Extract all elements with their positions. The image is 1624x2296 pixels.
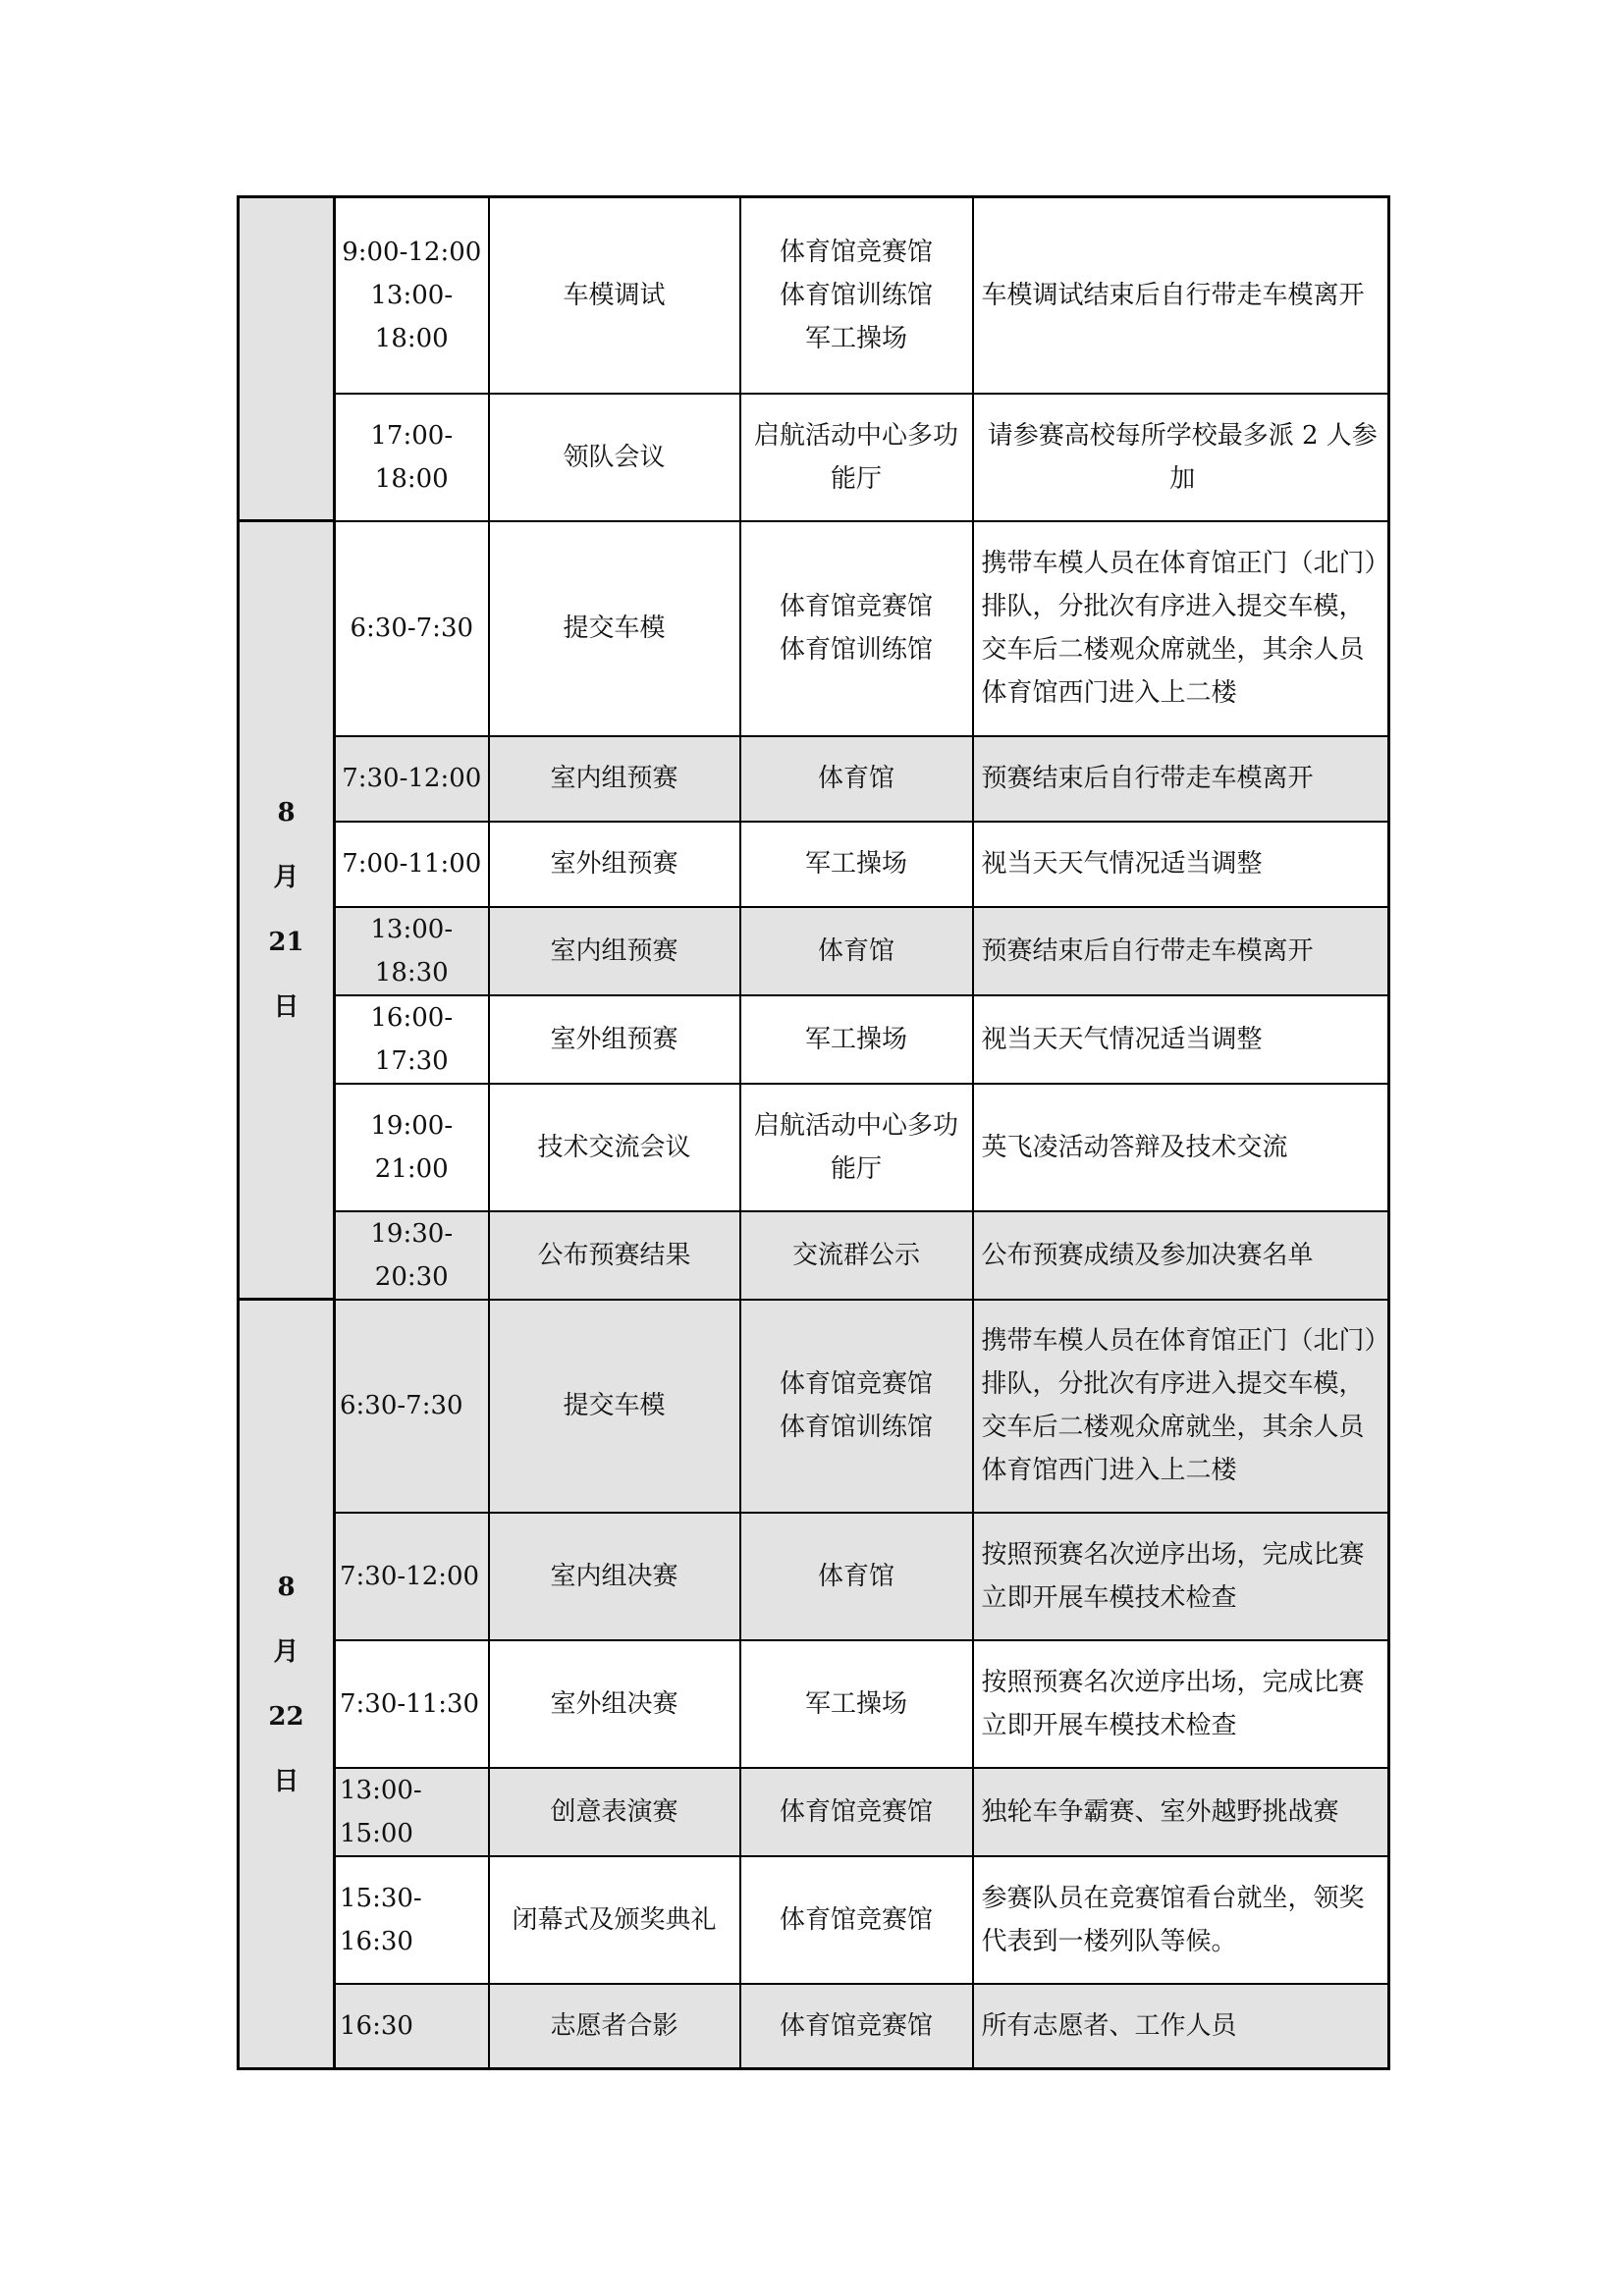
date-month: 8 bbox=[277, 1572, 296, 1602]
location-cell: 体育馆 bbox=[740, 1513, 973, 1640]
activity-cell: 创意表演赛 bbox=[489, 1768, 740, 1856]
location-line: 军工操场 bbox=[804, 323, 907, 353]
activity-cell: 领队会议 bbox=[489, 394, 740, 521]
location-cell bbox=[740, 197, 973, 394]
location-line: 体育馆训练馆 bbox=[779, 280, 933, 310]
activity-cell: 室外组预赛 bbox=[489, 822, 740, 907]
activity-cell: 室内组预赛 bbox=[489, 736, 740, 822]
location-line: 体育馆竞赛馆 bbox=[779, 1369, 933, 1399]
table-row bbox=[239, 1300, 1389, 1513]
table-row bbox=[239, 1856, 1389, 1984]
location-cell: 军工操场 bbox=[740, 995, 973, 1084]
time-cell: 13:00-18:30 bbox=[335, 907, 489, 995]
table-row bbox=[239, 1768, 1389, 1856]
location-cell: 启航活动中心多功能厅 bbox=[740, 394, 973, 521]
date-cell-aug-22 bbox=[239, 1300, 335, 2069]
note-cell: 视当天天气情况适当调整 bbox=[973, 995, 1389, 1084]
activity-cell: 公布预赛结果 bbox=[489, 1211, 740, 1300]
time-cell bbox=[335, 197, 489, 394]
note-cell: 预赛结束后自行带走车模离开 bbox=[973, 907, 1389, 995]
table-row bbox=[239, 736, 1389, 822]
time-cell: 19:30-20:30 bbox=[335, 1211, 489, 1300]
time-cell: 15:30-16:30 bbox=[335, 1856, 489, 1984]
schedule-table bbox=[237, 195, 1390, 2070]
time-cell: 6:30-7:30 bbox=[335, 1300, 489, 1513]
date-cell-previous-day bbox=[239, 197, 335, 521]
note-cell: 预赛结束后自行带走车模离开 bbox=[973, 736, 1389, 822]
location-cell: 体育馆竞赛馆 bbox=[740, 1984, 973, 2069]
note-cell: 参赛队员在竞赛馆看台就坐，领奖代表到一楼列队等候。 bbox=[973, 1856, 1389, 1984]
note-cell: 独轮车争霸赛、室外越野挑战赛 bbox=[973, 1768, 1389, 1856]
note-cell: 携带车模人员在体育馆正门（北门）排队，分批次有序进入提交车模，交车后二楼观众席就坐，其余人员体育馆西门进入上二楼 bbox=[973, 521, 1389, 736]
activity-cell: 室内组决赛 bbox=[489, 1513, 740, 1640]
time-cell: 7:30-11:30 bbox=[335, 1640, 489, 1768]
date-day: 21 bbox=[268, 928, 304, 957]
time-cell: 16:30 bbox=[335, 1984, 489, 2069]
table-row bbox=[239, 1984, 1389, 2069]
note-cell: 公布预赛成绩及参加决赛名单 bbox=[973, 1211, 1389, 1300]
time-cell: 7:30-12:00 bbox=[335, 1513, 489, 1640]
activity-cell: 技术交流会议 bbox=[489, 1084, 740, 1211]
note-cell: 按照预赛名次逆序出场，完成比赛立即开展车模技术检查 bbox=[973, 1640, 1389, 1768]
activity-cell: 室外组预赛 bbox=[489, 995, 740, 1084]
time-cell: 17:00-18:00 bbox=[335, 394, 489, 521]
location-cell: 交流群公示 bbox=[740, 1211, 973, 1300]
location-cell: 体育馆竞赛馆 bbox=[740, 1768, 973, 1856]
location-cell: 军工操场 bbox=[740, 1640, 973, 1768]
time-cell: 19:00-21:00 bbox=[335, 1084, 489, 1211]
location-line: 体育馆竞赛馆 bbox=[779, 592, 933, 621]
table-row bbox=[239, 521, 1389, 736]
activity-cell: 闭幕式及颁奖典礼 bbox=[489, 1856, 740, 1984]
date-day-char: 日 bbox=[273, 1766, 299, 1796]
date-month: 8 bbox=[277, 798, 296, 828]
note-cell: 所有志愿者、工作人员 bbox=[973, 1984, 1389, 2069]
table-row bbox=[239, 394, 1389, 521]
table-row bbox=[239, 822, 1389, 907]
location-cell bbox=[740, 1300, 973, 1513]
location-cell: 体育馆竞赛馆 bbox=[740, 1856, 973, 1984]
note-cell: 英飞凌活动答辩及技术交流 bbox=[973, 1084, 1389, 1211]
time-cell: 7:30-12:00 bbox=[335, 736, 489, 822]
location-line: 体育馆竞赛馆 bbox=[779, 237, 933, 267]
time-cell: 6:30-7:30 bbox=[335, 521, 489, 736]
time-end: 13:00-18:00 bbox=[370, 280, 454, 353]
activity-cell: 室内组预赛 bbox=[489, 907, 740, 995]
location-cell: 体育馆 bbox=[740, 736, 973, 822]
time-cell: 7:00-11:00 bbox=[335, 822, 489, 907]
location-cell: 军工操场 bbox=[740, 822, 973, 907]
date-day: 22 bbox=[268, 1701, 304, 1732]
activity-cell: 志愿者合影 bbox=[489, 1984, 740, 2069]
table-row bbox=[239, 1513, 1389, 1640]
location-cell: 启航活动中心多功能厅 bbox=[740, 1084, 973, 1211]
date-day-char: 日 bbox=[273, 992, 299, 1022]
location-cell: 体育馆 bbox=[740, 907, 973, 995]
time-cell: 13:00-15:00 bbox=[335, 1768, 489, 1856]
location-cell bbox=[740, 521, 973, 736]
date-month-char: 月 bbox=[273, 1636, 299, 1667]
note-cell: 视当天天气情况适当调整 bbox=[973, 822, 1389, 907]
table-row bbox=[239, 1084, 1389, 1211]
note-cell: 按照预赛名次逆序出场，完成比赛立即开展车模技术检查 bbox=[973, 1513, 1389, 1640]
table-row bbox=[239, 1211, 1389, 1300]
date-cell-aug-21 bbox=[239, 521, 335, 1300]
activity-cell: 提交车模 bbox=[489, 1300, 740, 1513]
table-row bbox=[239, 995, 1389, 1084]
note-cell: 车模调试结束后自行带走车模离开 bbox=[973, 197, 1389, 394]
activity-cell: 车模调试 bbox=[489, 197, 740, 394]
table-row bbox=[239, 1640, 1389, 1768]
table-row bbox=[239, 907, 1389, 995]
time-start: 9:00-12:00 bbox=[342, 237, 482, 267]
activity-cell: 室外组决赛 bbox=[489, 1640, 740, 1768]
note-cell: 请参赛高校每所学校最多派 2 人参加 bbox=[973, 394, 1389, 521]
table-row bbox=[239, 197, 1389, 394]
location-line: 体育馆训练馆 bbox=[779, 1413, 933, 1442]
time-cell: 16:00-17:30 bbox=[335, 995, 489, 1084]
activity-cell: 提交车模 bbox=[489, 521, 740, 736]
date-month-char: 月 bbox=[273, 863, 299, 892]
location-line: 体育馆训练馆 bbox=[779, 635, 933, 665]
note-cell: 携带车模人员在体育馆正门（北门）排队，分批次有序进入提交车模，交车后二楼观众席就坐，其余人员体育馆西门进入上二楼 bbox=[973, 1300, 1389, 1513]
